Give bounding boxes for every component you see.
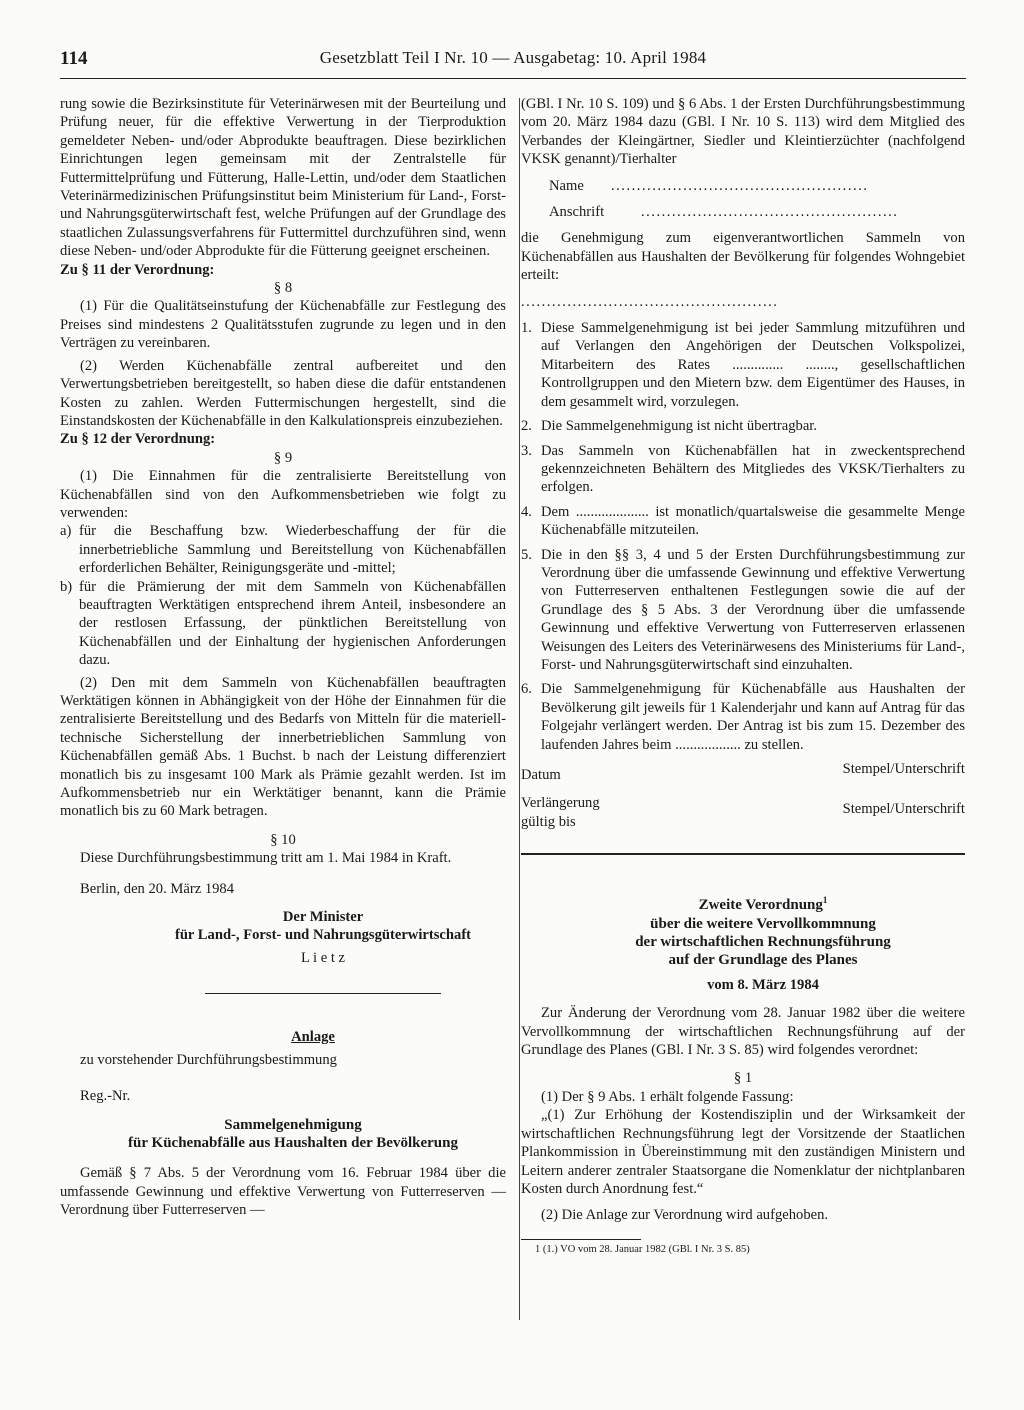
continued-paragraph: rung sowie die Bezirksinstitute für Veterinärwesen mit der Beurteilung und Prüfung neuer, für die effektive Verwertung in der Tierproduktion gemeldeter Neben- und/oder Abprodukte beauftragen. Diese bezirklichen Einrichtungen legen gemeinsam mit der Zentralstelle für Futtermittelprüfung und Fütterung, Halle-Lettin, und/oder dem Staatlichen Veterinärmedizinischen Prüfungsinstitut beim Ministerium für Land-, Forst- und Nahrungsgüterwirtschaft fest, welche Prüfungen auf der Grundlage des staatlichen Zulassungsverfahrens für Futtermittel durchzuführen sind, wenn diese Neben- und/oder Abprodukte für die Fütterung geeignet erscheinen. [60,96,506,260]
anschrift-field [549,203,965,221]
footnote-marker: 1 [822,895,828,906]
paragraph-10-text: Diese Durchführungsbestimmung tritt am 1. Mai 1984 in Kraft. [80,850,452,867]
separator-rule [205,993,441,994]
verordnung-title-2: über die weitere Vervollkommnung [650,915,876,932]
list-text: für die Beschaffung bzw. Wiederbeschaffung der für die innerbetriebliche Sammlung und Bereitstellung von Küchenabfällen erforderlichen Behälter, Reinigungsgeräte und -mittel; [79,523,506,577]
stempel-label-2: Stempel/Unterschrift [842,801,965,818]
wohngebiet-dots: .................................................. [521,293,779,310]
item-text: Das Sammeln von Küchenabfällen hat in zweckentsprechend gekennzeichneten Behältern des Mitgliedes des VKSK/Tierhalters zu erfolgen. [541,442,965,496]
datum-label: Datum [521,767,561,783]
section-heading-zu-11: Zu § 11 der Verordnung: [60,261,215,278]
paragraph-8-1: (1) Für die Qualitätseinstufung der Küchenabfälle zur Festlegung des Preises sind mindestens 2 Qualitätsstufen zugrunde zu legen und in den Verträgen zu vereinbaren. [60,298,506,352]
item-text: Dem .................... ist monatlich/quartalsweise die gesammelte Menge Küchenabfälle mitzuteilen. [541,503,965,539]
verordnung-title-3: der wirtschaftlichen Rechnungsführung [635,934,891,951]
anschrift-dots: .................................................. [641,204,899,221]
sammelgenehmigung-continued: (GBl. I Nr. 10 S. 109) und § 6 Abs. 1 der Ersten Durchführungsbestimmung vom 20. März 1984 dazu (GBl. I Nr. 10 S. 113) wird dem Mitglied des Verbandes der Kleingärtner, Siedler und Kleintierzüchter (nachfolgend VKSK genannt)/Tierhalter [521,96,965,168]
paragraph-9-heading: § 9 [273,449,293,466]
verlaengerung-line-2: gültig bis [521,813,576,830]
item-number: 3. [521,442,532,459]
anlage-heading: Anlage [291,1029,335,1046]
item-text: Die in den §§ 3, 4 und 5 der Ersten Durchführungsbestimmung zur Verordnung über die umfassende Gewinnung und effektive Verwertung von Futterreserven enthaltenen Festlegungen sowie die auf der Grundlage des § 5 Abs. 3 der Verordnung über die umfassende Gewinnung und effektive Verwertung von Futterreserven erlassenen Weisungen des Leiters des Veterinärwesens des Ministeriums für Land-, Forst- und Nahrungsgüterwirtschaft sind einzuhalten. [541,546,965,673]
verordnung-title-4: auf der Grundlage des Planes [668,952,858,969]
verlaengerung-line-1: Verlängerung [521,795,600,812]
anlage-subtitle: zu vorstehender Durchführungsbestimmung [80,1051,337,1068]
verordnung-title-1 [521,891,965,914]
anschrift-label: Anschrift [549,204,605,221]
minister-ministry: für Land-, Forst- und Nahrungsgüterwirtschaft [174,927,472,944]
verordnung-title-text: Zweite Verordnung [698,897,823,914]
condition-item-2 [521,417,965,435]
paragraph-9-2: (2) Den mit dem Sammeln von Küchenabfällen beauftragten Werktätigen können in Abhängigkeit von der Höhe der Einnahmen für die zentralisierte Bereitstellung und des Bedarfs von Mitteln für die materiell-technische Sicherstellung der innerbetrieblichen Sammlung von Küchenabfällen gemäß Abs. 1 Buchst. b nach der Leistung differenziert monatlich bis zu insgesamt 100 Mark als Prämie gezahlt werden. Ist im Aufkommensbetrieb nur ein Werktätiger benannt, kann die Prämie monatlich bis zu 60 Mark betragen. [60,674,506,820]
condition-item-5 [521,546,965,675]
stempel-label-1: Stempel/Unterschrift [842,761,965,777]
footnote: 1 (1.) VO vom 28. Januar 1982 (GBl. I Nr. 3 S. 85) [535,1243,750,1255]
place-date: Berlin, den 20. März 1984 [80,880,235,897]
item-number: 1. [521,320,532,337]
item-text: Die Sammelgenehmigung für Küchenabfälle aus Haushalten der Bevölkerung gilt jeweils für 1 Kalenderjahr und kann auf Antrag für das Folgejahr verlängert werden. Der Antrag ist bis zum 15. Dezember des laufenden Jahres beim .................. zu stellen. [541,681,965,753]
list-marker: b) [60,578,73,595]
section-heading-zu-12: Zu § 12 der Verordnung: [60,431,216,448]
footnote-rule [521,1239,641,1240]
paragraph-1-1: (1) Der § 9 Abs. 1 erhält folgende Fassung: [541,1088,794,1105]
sammelgenehmigung-text: Gemäß § 7 Abs. 5 der Verordnung vom 16. Februar 1984 über die umfassende Gewinnung und effektive Verwertung von Futterreserven — Verordnung über Futterreserven — [60,1165,506,1219]
condition-item-6 [521,680,965,754]
verlaengerung-label [521,794,600,831]
list-text: für die Prämierung der mit dem Sammeln von Küchenabfällen beauftragten Werktätigen entsprechend ihrem Anteil, insbesondere an der restlosen Erfassung, der pünktlichen Bereitstellung von Küchenabfällen und der Einhaltung der hygienischen Anforderungen dazu. [79,578,506,669]
list-marker: a) [60,523,72,540]
verordnung-intro: Zur Änderung der Verordnung vom 28. Januar 1982 über die weitere Vervollkommnung der wirtschaftlichen Rechnungsführung auf der Grundlage des Planes (GBl. I Nr. 3 S. 85) wird folgendes verordnet: [521,1005,965,1059]
section-separator [521,853,965,855]
paragraph-10-heading: § 10 [270,831,296,848]
verlaengerung-signature-row [521,794,965,831]
condition-item-4 [521,503,965,540]
condition-item-1 [521,319,965,411]
sammelgenehmigung-title: Sammelgenehmigung [224,1116,362,1133]
minister-name: L i e t z [300,949,346,966]
right-column [521,95,965,1256]
item-number: 4. [521,503,532,520]
paragraph-1-quote: „(1) Zur Erhöhung der Kostendisziplin und der Wirksamkeit der wirtschaftlichen Rechnungsführung legt der Vorsitzende der Staatlichen Plankommission in Übereinstimmung mit den zuständigen Ministern und Leitern anderer zentraler Staatsorgane die Nomenklatur der nichtplanbaren Kosten durch Anordnung fest.“ [521,1107,965,1197]
gazette-title: Gesetzblatt Teil I Nr. 10 — Ausgabetag: 10. April 1984 [319,48,707,67]
list-item-a [60,522,506,577]
minister-title: Der Minister [282,909,364,926]
paragraph-1-heading: § 1 [733,1070,753,1087]
item-number: 2. [521,418,532,435]
name-dots: .................................................. [611,177,869,194]
paragraph-8-heading: § 8 [273,280,293,297]
genehmigung-text: die Genehmigung zum eigenverantwortlichen Sammeln von Küchenabfällen aus Haushalten der Bevölkerung für folgendes Wohngebiet erteilt: [521,230,965,284]
paragraph-9-1: (1) Die Einnahmen für die zentralisierte Bereitstellung von Küchenabfällen sind von den Aufkommensbetrieben wie folgt zu verwenden: [60,468,506,521]
left-column [60,95,506,1220]
name-field [549,177,965,195]
list-item-b [60,578,506,670]
column-divider [519,98,520,1320]
name-label: Name [549,177,584,194]
item-text: Diese Sammelgenehmigung ist bei jeder Sammlung mitzuführen und auf Verlangen den Angehörigen der Deutschen Volkspolizei, Mitarbeitern des Rates .............. ........, gesellschaftlichen Kontrollgruppen und den Mietern bzw. dem Eigentümer des Hauses, in dem gesammelt wird, vorzulegen. [541,320,965,410]
page-header [60,44,966,79]
paragraph-8-2: (2) Werden Küchenabfälle zentral aufbereitet und den Verwertungsbetrieben bereitgestellt, so haben diese die dafür entstandenen Kosten zu zahlen. Werden Futtermischungen hergestellt, sind die Einstandskosten der Küchenabfälle in den Kalkulationspreis einzubeziehen. [60,357,506,429]
paragraph-1-2: (2) Die Anlage zur Verordnung wird aufgehoben. [541,1207,829,1224]
wohngebiet-field [521,293,965,311]
registration-number: Reg.-Nr. [80,1088,131,1105]
sammelgenehmigung-subtitle: für Küchenabfälle aus Haushalten der Bevölkerung [128,1134,458,1151]
datum-signature-row [521,760,965,784]
item-number: 6. [521,681,532,698]
page-number: 114 [60,48,88,69]
item-text: Die Sammelgenehmigung ist nicht übertragbar. [541,418,817,435]
verordnung-date: vom 8. März 1984 [707,976,819,993]
condition-item-3 [521,442,965,497]
item-number: 5. [521,546,532,563]
